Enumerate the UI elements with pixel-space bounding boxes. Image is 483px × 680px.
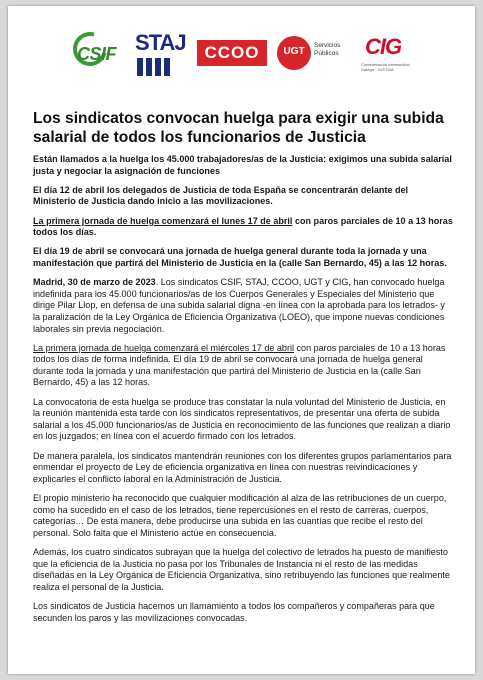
strike-start-rest: con paros parciales de 10 a 13 horas todos los días. bbox=[33, 215, 453, 238]
staj-columns-icon bbox=[137, 58, 177, 76]
servicios-publicos-label bbox=[314, 42, 358, 58]
strike-start-underlined: La primera jornada de huelga comenzará el lunes 17 de abril bbox=[33, 215, 293, 226]
cig-logo-text: CIG bbox=[365, 34, 402, 59]
csif-logo bbox=[71, 32, 129, 76]
document-title: Los sindicatos convocan huelga para exigir una subida salarial de todos los funcionarios de Justicia bbox=[33, 110, 444, 146]
cig-logo bbox=[361, 34, 413, 78]
highlight-paragraph-4: El día 19 de abril se convocará una jornada de huelga general durante toda la jornada y una manifestación que partirá del Ministerio de Justicia en la (calle San Bernardo, 45) a las 12 horas. bbox=[33, 246, 447, 268]
body-paragraph-call: Los sindicatos de Justicia hacemos un llamamiento a todos los compañeros y compañeras para que secunden los paros y las movilizaciones convocadas. bbox=[33, 600, 435, 623]
body-paragraph-convocatoria: La convocatoria de esta huelga se produce tras constatar la nula voluntad del Ministerio de Justicia, en la reunión mantenida esta tarde con los sindicatos representativos, de presentar una oferta de subida salarial a los 45.000 funcionarios/as de Justicia en reconocimiento de las funciones que realizan a diario en los juzgados; en línea con el acuerdo firmado con los letrados. bbox=[33, 396, 451, 442]
body-paragraph-parallel: De manera paralela, los sindicatos mantendrán reuniones con los diferentes grupos parlamentarios para enmendar el proyecto de Ley de eficiencia organizativa en línea con nuestras reivindicaciones y explicarles el conflicto laboral en la Administración de Justicia. bbox=[33, 450, 452, 484]
document-body bbox=[33, 154, 453, 632]
body-paragraph-strike-dates bbox=[33, 343, 453, 389]
cig-logo-subtitle: Confederación Intersindical Galega · JUSTIZA bbox=[361, 62, 410, 72]
union-logos bbox=[71, 26, 411, 86]
body-paragraph-letrados: Además, los cuatro sindicatos subrayan que la huelga del colectivo de letrados ha puesto de manifiesto que la eficiencia de la Justicia no pasa por los Tribunales de Instancia ni el resto de las medidas diseñadas en la Ley Orgánica de Eficiencia Organizativa, sino retribuyendo las funciones que realmente realiza el personal de la Justicia. bbox=[33, 546, 450, 592]
dateline-rest: . Los sindicatos CSIF, STAJ, CCOO, UGT y CIG, han convocado huelga indefinida para los 45.000 funcionarios/as de los Cuerpos Generales y Especiales del Ministerio que dirige Pilar Llop, en defensa de una subida salarial digna -en línea con la aprobada para los letrados- y la paralización de la Ley Orgánica de Eficiencia Organizativa (LOEO), que impone nuevas condiciones laborales sin previa negociación. bbox=[33, 277, 445, 334]
highlight-paragraph-1: Están llamados a la huelga los 45.000 trabajadores/as de la Justicia: exigimos una subida salarial justa y negociar la asignación de funciones bbox=[33, 154, 452, 176]
body-paragraph-ministry: El propio ministerio ha reconocido que cualquier modificación al alza de las retribuciones de un cuerpo, como ha sucedido en el caso de los letrados, tiene repercusiones en el resto de carreras, cuerpos, categorías… De esta manera, debe producirse una subida en las cuantías que recibe el resto del personal. Solo falta que el Ministerio actúe en consecuencia. bbox=[33, 493, 447, 538]
strike-start-underlined-2: La primera jornada de huelga comenzará el miércoles 17 de abril bbox=[33, 342, 294, 353]
strike-dates-rest: con paros parciales de 10 a 13 horas todos los días de forma indefinida. El día 19 de abril se convocará una jornada de huelga general durante toda la jornada y una manifestación que partirá del Ministerio de Justicia en la (calle San Bernardo, 45) a las 12 horas. bbox=[33, 342, 446, 388]
servicios-text: Servicios bbox=[314, 42, 341, 49]
publicos-text: Públicos bbox=[314, 50, 339, 57]
body-paragraph-dateline bbox=[33, 277, 453, 335]
highlight-paragraph-3 bbox=[33, 216, 453, 239]
ccoo-logo bbox=[197, 40, 267, 66]
document-page bbox=[8, 6, 475, 674]
dateline: Madrid, 30 de marzo de 2023 bbox=[33, 277, 156, 288]
staj-logo-text: STAJ bbox=[135, 30, 186, 55]
ugt-logo-text: UGT bbox=[283, 46, 305, 57]
ccoo-logo-text: CCOO bbox=[204, 43, 260, 62]
highlight-paragraph-2: El día 12 de abril los delegados de Justicia de toda España se concentrarán delante del Ministerio de Justicia dando inicio a las movilizaciones. bbox=[33, 184, 409, 207]
csif-logo-text: CSIF bbox=[77, 44, 117, 64]
staj-logo bbox=[135, 28, 186, 80]
ugt-logo bbox=[277, 36, 311, 70]
